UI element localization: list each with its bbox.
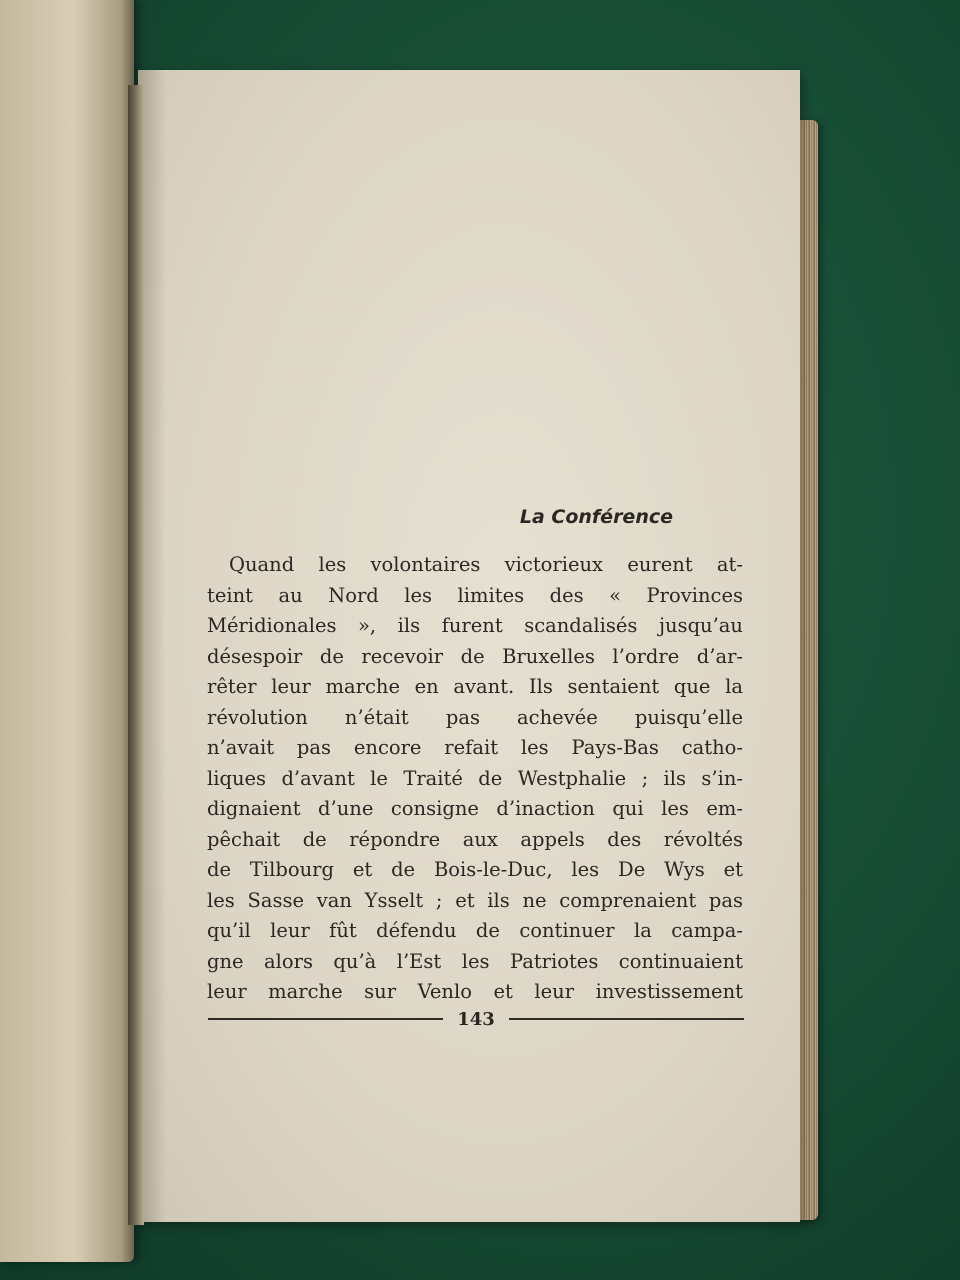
footer-rule-left (208, 1018, 443, 1020)
text-line: rêter leur marche en avant. Ils sentaient que la (207, 675, 743, 698)
text-line: leur marche sur Venlo et leur investissement (207, 980, 743, 1003)
right-page (138, 70, 800, 1222)
text-line: révolution n’était pas achevée puisqu’elle (207, 705, 743, 729)
text-line: pêchait de répondre aux appels des révoltés (207, 827, 743, 851)
text-line: désespoir de recevoir de Bruxelles l’ordre d’ar- (207, 644, 743, 668)
text-line: liques d’avant le Traité de Westphalie ; ils s’in- (207, 766, 743, 790)
text-line: n’avait pas encore refait les Pays-Bas catho- (207, 736, 743, 759)
text-line: de Tilbourg et de Bois-le-Duc, les De Wys et (207, 858, 743, 881)
text-line: dignaient d’une consigne d’inaction qui les em- (207, 797, 743, 820)
text-line: gne alors qu’à l’Est les Patriotes continuaient (207, 949, 743, 973)
footer-rule-right (509, 1018, 744, 1020)
body-text (207, 550, 743, 1008)
text-line: Quand les volontaires victorieux eurent at- (229, 553, 743, 576)
running-head: La Conférence (519, 506, 673, 528)
text-line: les Sasse van Ysselt ; et ils ne comprenaient pas (207, 888, 743, 912)
page-number: 143 (457, 1008, 495, 1030)
book-gutter (128, 85, 144, 1225)
text-line: qu’il leur fût défendu de continuer la campa- (207, 919, 743, 942)
left-page (0, 0, 134, 1262)
page-footer (208, 1004, 744, 1034)
text-line: teint au Nord les limites des « Provinces (207, 583, 743, 607)
text-line: Méridionales », ils furent scandalisés jusqu’au (207, 614, 743, 637)
